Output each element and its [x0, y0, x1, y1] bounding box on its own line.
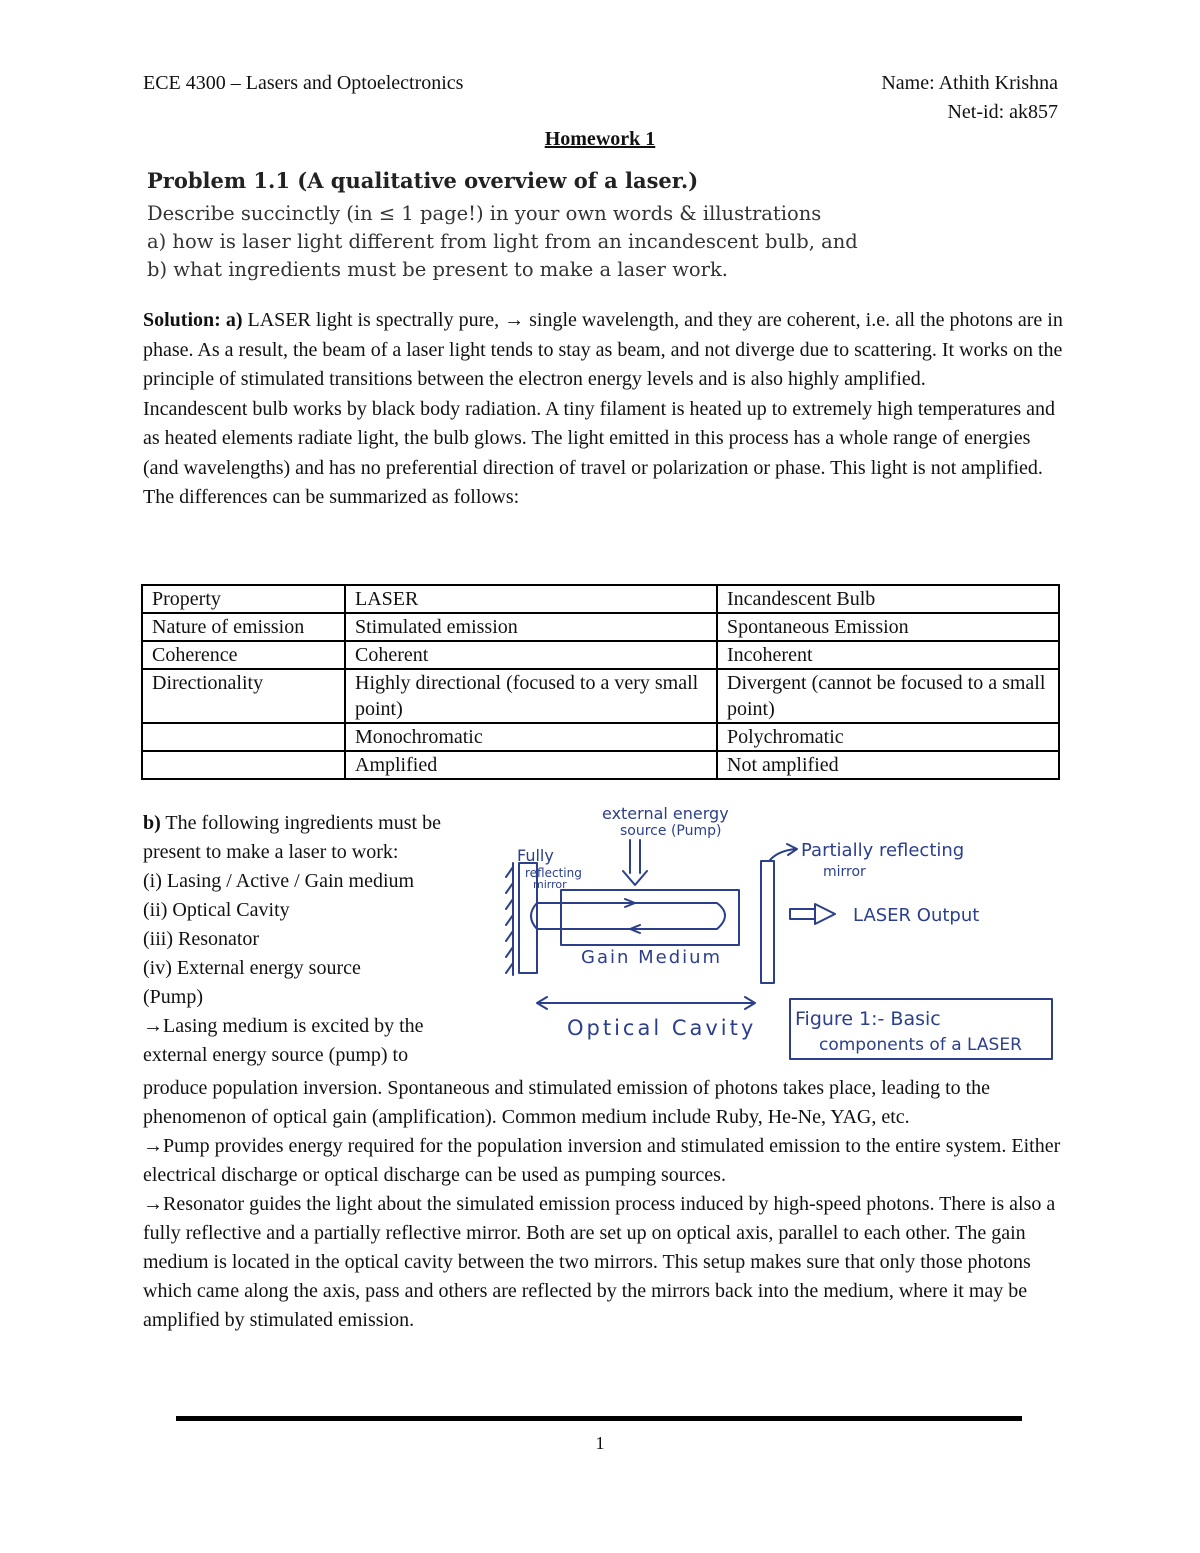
lasing-line-1: →Lasing medium is excited by the: [143, 1015, 424, 1037]
cavity-label: Optical Cavity: [567, 1016, 757, 1040]
page-title: Homework 1: [544, 128, 656, 150]
problem-line: b) what ingredients must be present to make a laser work.: [147, 258, 728, 281]
table-cell: Nature of emission: [142, 613, 345, 641]
table-cell: LASER: [345, 585, 717, 613]
resonator-paragraph: →Resonator guides the light about the simulated emission process induced by high-speed photons. There is also a fully reflective and a partially reflective mirror. Both are set up on optical axis, parallel to each other. The gain medium is located in the optical cavity between the two mirrors. This setup makes sure that only those photons which came along the axis, pass and others are reflected by the mirrors back into the medium, where it may be amplified by stimulated emission.: [143, 1193, 1056, 1331]
output-arrow: [790, 904, 835, 924]
lasing-line-2: external energy source (pump) to: [143, 1044, 409, 1066]
gain-label: Gain Medium: [581, 947, 723, 968]
table-cell: Coherent: [345, 641, 717, 669]
part-a-text: LASER light is spectrally pure, → single wavelength, and they are coherent, i.e. all the photons are in phase. As a result, the beam of a laser light tends to stay as beam, and not diverge due to scattering. It works on the principle of stimulated transitions between the electron energy levels and is also highly amplified.: [143, 309, 1063, 390]
table-row: [142, 585, 1059, 613]
pump-label-1: external energy: [602, 804, 729, 823]
table-cell: Incoherent: [717, 641, 1059, 669]
table-row: [142, 723, 1059, 751]
table-cell: Not amplified: [717, 751, 1059, 779]
problem-heading: Problem 1.1 (A qualitative overview of a laser.): [147, 168, 699, 193]
table-row: [142, 751, 1059, 779]
part-b-label: b): [143, 812, 161, 834]
table-row: [142, 613, 1059, 641]
student-name: Name: Athith Krishna: [881, 72, 1058, 94]
table-cell: Polychromatic: [717, 723, 1059, 751]
list-item: (iii) Resonator: [143, 928, 260, 950]
gain-medium-box: [561, 890, 739, 945]
part-b-list: [143, 809, 483, 1070]
course-title: ECE 4300 – Lasers and Optoelectronics: [143, 72, 464, 94]
table-cell: Stimulated emission: [345, 613, 717, 641]
table-row: [142, 669, 1059, 723]
partial-label-2: mirror: [823, 864, 866, 880]
list-item: (iv) External energy source: [143, 957, 361, 979]
part-a-label: a): [225, 309, 243, 331]
wall-hatch: [506, 863, 513, 975]
table-cell: Highly directional (focused to a very small point): [345, 669, 717, 723]
table-cell: Divergent (cannot be focused to a small point): [717, 669, 1059, 723]
student-netid: Net-id: ak857: [947, 101, 1058, 123]
pump-arrow: [623, 840, 647, 885]
solution-label: Solution:: [143, 309, 221, 331]
list-item: (ii) Optical Cavity: [143, 899, 290, 921]
fully-label-2: reflecting: [525, 866, 582, 880]
table-cell: Coherence: [142, 641, 345, 669]
table-cell: [142, 723, 345, 751]
solution-paragraph-bulb: Incandescent bulb works by black body radiation. A tiny filament is heated up to extremely high temperatures and as heated elements radiate light, the bulb glows. The light emitted in this process has a whole range of energies (and wavelengths) and has no preferential direction of travel or polarization or phase. This light is not amplified. The differences can be summarized as follows:: [143, 397, 1055, 508]
table-cell: Property: [142, 585, 345, 613]
partial-mirror-pointer: [770, 844, 797, 860]
footer-rule: [176, 1416, 1022, 1421]
page-number: 1: [595, 1433, 605, 1453]
table-cell: Directionality: [142, 669, 345, 723]
part-b-intro-1: [143, 809, 483, 867]
pump-paragraph: →Pump provides energy required for the population inversion and stimulated emission to the entire system. Either electrical discharge or optical discharge can be used as pumping sources.: [143, 1135, 1061, 1186]
comparison-table: [141, 584, 1060, 780]
part-b-body: [143, 1074, 1068, 1335]
part-b-intro: The following ingredients must be present to make a laser to work:: [143, 812, 441, 863]
caption-line-2: components of a LASER: [819, 1035, 1022, 1055]
table-cell: [142, 751, 345, 779]
pump-label-2: source (Pump): [620, 823, 722, 839]
lasing-paragraph: produce population inversion. Spontaneous and stimulated emission of photons takes place, leading to the phenomenon of optical gain (amplification). Common medium include Ruby, He-Ne, YAG, etc.: [143, 1077, 991, 1128]
solution-part-a: [143, 306, 1068, 513]
fully-label-3: mirror: [533, 878, 567, 891]
problem-line: Describe succinctly (in ≤ 1 page!) in your own words & illustrations: [147, 202, 822, 225]
table-cell: Incandescent Bulb: [717, 585, 1059, 613]
optical-cavity-arrow: [537, 997, 755, 1009]
table-row: [142, 641, 1059, 669]
fully-label-1: Fully: [517, 846, 554, 865]
output-label: LASER Output: [853, 905, 980, 926]
table-cell: Monochromatic: [345, 723, 717, 751]
table-cell: Amplified: [345, 751, 717, 779]
light-beam: [537, 903, 725, 929]
laser-diagram: [495, 785, 1065, 1070]
solution-paragraph-laser: [143, 306, 1068, 395]
caption-line-1: Figure 1:- Basic: [795, 1008, 941, 1030]
partially-reflecting-mirror: [761, 861, 774, 983]
partial-label-1: Partially reflecting: [801, 840, 965, 861]
problem-line: a) how is laser light different from light from an incandescent bulb, and: [147, 230, 858, 253]
table-cell: Spontaneous Emission: [717, 613, 1059, 641]
list-item: (Pump): [143, 986, 203, 1008]
list-item: (i) Lasing / Active / Gain medium: [143, 870, 415, 892]
